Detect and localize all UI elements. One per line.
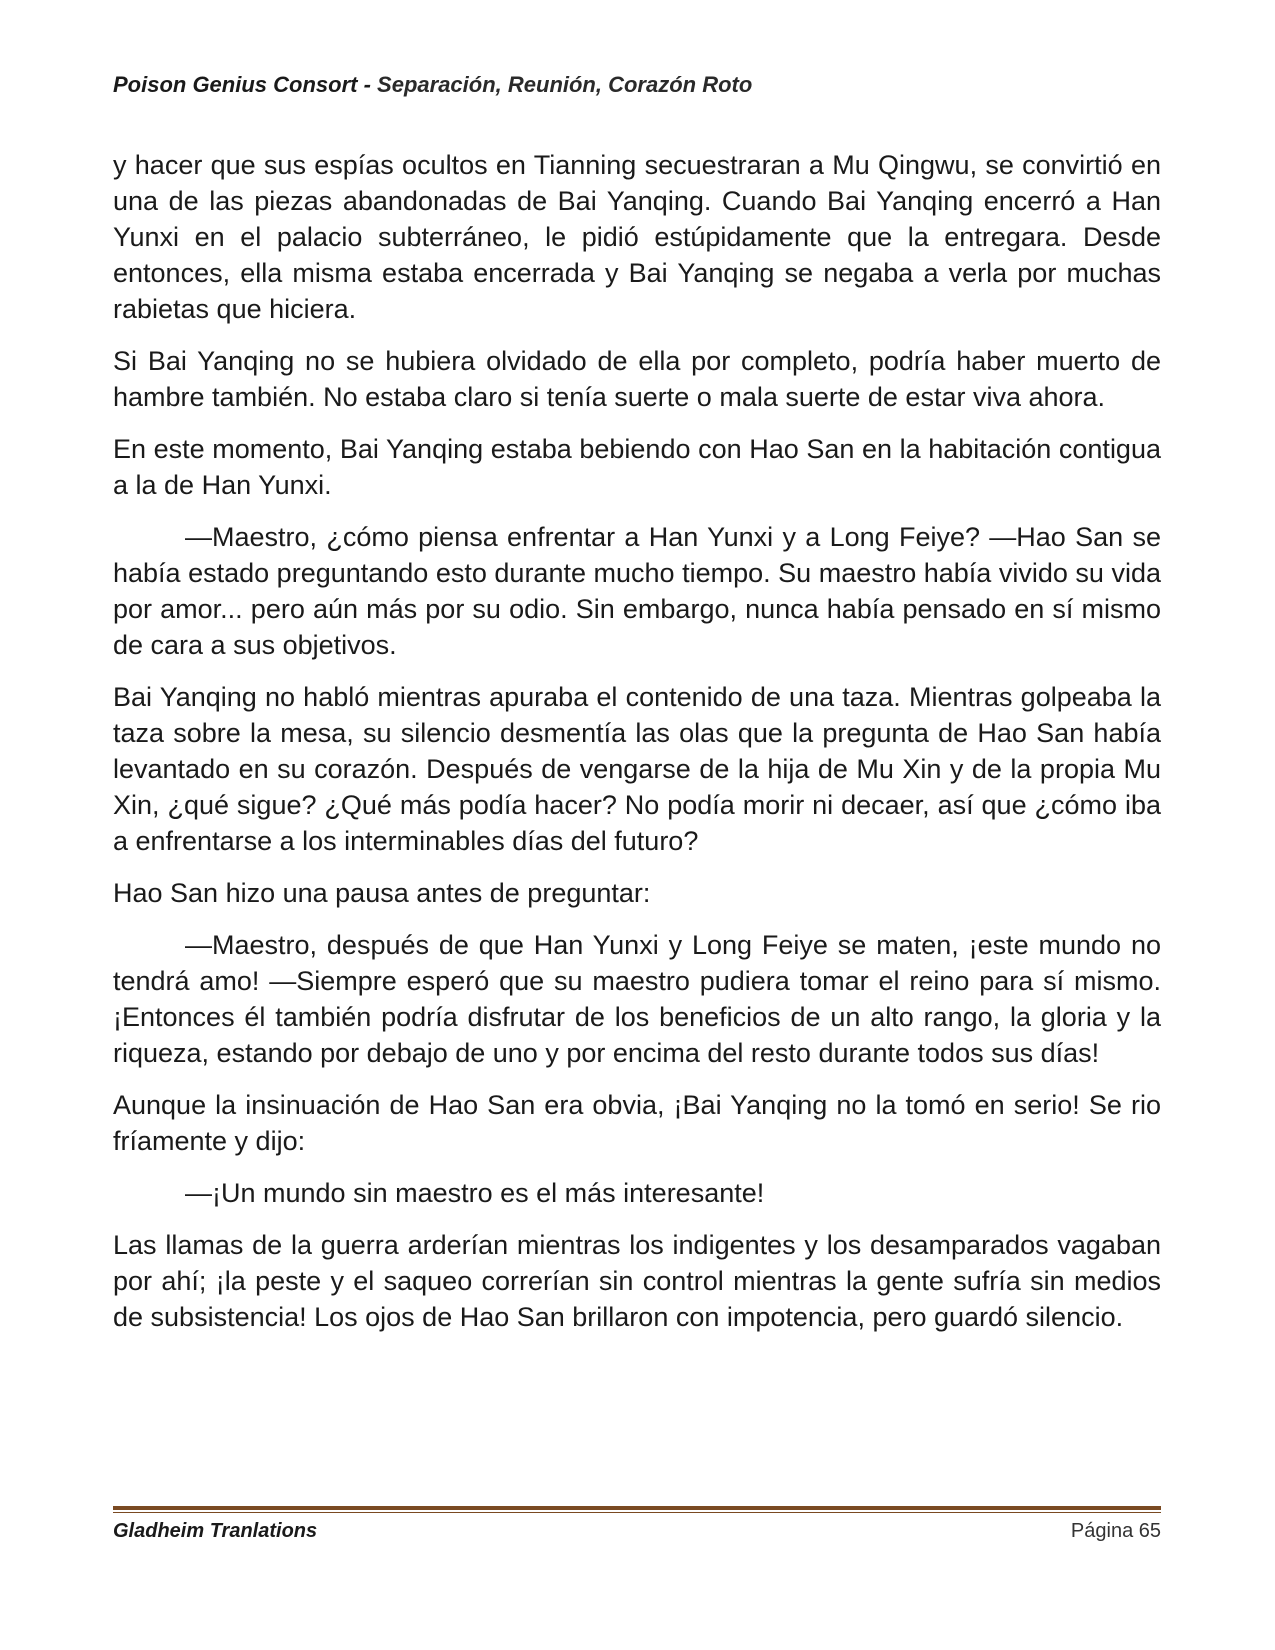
footer-divider-thin xyxy=(113,1512,1161,1513)
paragraph-1: y hacer que sus espías ocultos en Tianning secuestraran a Mu Qingwu, se convirtió en una de las piezas abandonadas de Bai Yanqing. Cuando Bai Yanqing encerró a Han Yunxi en el palacio subterráneo, le pidió estúpidamente que la entregara. Desde entonces, ella misma estaba encerrada y Bai Yanqing se negaba a verla por muchas rabietas que hiciera. xyxy=(113,150,1161,324)
page-body xyxy=(113,147,1161,1351)
book-title: Poison Genius Consort xyxy=(113,72,358,97)
publisher-name: Gladheim Tranlations xyxy=(113,1520,318,1542)
paragraph-5: Bai Yanqing no habló mientras apuraba el contenido de una taza. Mientras golpeaba la taza sobre la mesa, su silencio desmentía las olas que la pregunta de Hao San había levantado en su corazón. Después de vengarse de la hija de Mu Xin y de la propia Mu Xin, ¿qué sigue? ¿Qué más podía hacer? No podía morir ni decaer, así que ¿cómo iba a enfrentarse a los interminables días del futuro? xyxy=(113,682,1161,856)
footer-divider-thick xyxy=(113,1506,1161,1510)
page-number: Página 65 xyxy=(1070,1520,1161,1542)
paragraph-7: —Maestro, después de que Han Yunxi y Long Feiye se maten, ¡este mundo no tendrá amo! —Siempre esperó que su maestro pudiera tomar el reino para sí mismo. ¡Entonces él también podría disfrutar de los beneficios de un alto rango, la gloria y la riqueza, estando por debajo de uno y por encima del resto durante todos sus días! xyxy=(113,930,1161,1068)
paragraph-10: Las llamas de la guerra arderían mientras los indigentes y los desamparados vagaban por ahí; ¡la peste y el saqueo correrían sin control mientras la gente sufría sin medios de subsistencia! Los ojos de Hao San brillaron con impotencia, pero guardó silencio. xyxy=(113,1230,1161,1332)
paragraph-3: En este momento, Bai Yanqing estaba bebiendo con Hao San en la habitación contigua a la de Han Yunxi. xyxy=(113,434,1161,500)
paragraph-2: Si Bai Yanqing no se hubiera olvidado de ella por completo, podría haber muerto de hambre también. No estaba claro si tenía suerte o mala suerte de estar viva ahora. xyxy=(113,346,1161,412)
header-separator: - xyxy=(363,72,371,97)
footer-divider xyxy=(113,1506,1161,1513)
running-header xyxy=(113,72,752,98)
paragraph-6: Hao San hizo una pausa antes de preguntar: xyxy=(113,878,651,908)
paragraph-9: —¡Un mundo sin maestro es el más interesante! xyxy=(185,1178,765,1208)
paragraph-4: —Maestro, ¿cómo piensa enfrentar a Han Yunxi y a Long Feiye? —Hao San se había estado preguntando esto durante mucho tiempo. Su maestro había vivido su vida por amor... pero aún más por su odio. Sin embargo, nunca había pensado en sí mismo de cara a sus objetivos. xyxy=(113,522,1161,660)
paragraph-8: Aunque la insinuación de Hao San era obvia, ¡Bai Yanqing no la tomó en serio! Se rio fríamente y dijo: xyxy=(113,1090,1161,1156)
chapter-title: Separación, Reunión, Corazón Roto xyxy=(377,72,753,97)
